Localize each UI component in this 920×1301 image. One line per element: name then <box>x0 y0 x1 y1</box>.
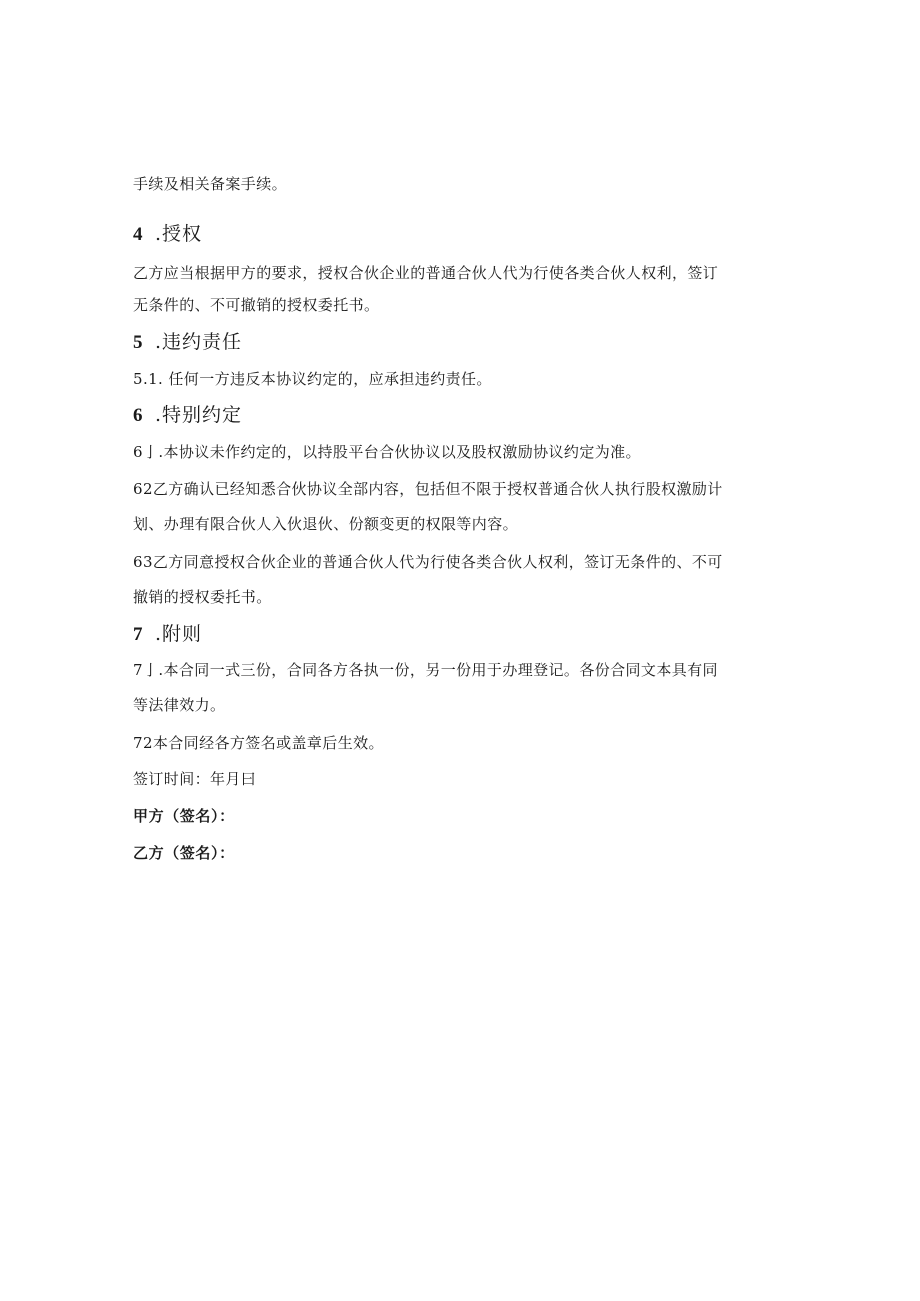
paragraph-line: 乙方应当根据甲方的要求，授权合伙企业的普通合伙人代为行使各类合伙人权利，签订 <box>133 264 719 282</box>
party-a-signature: 甲方（签名）： <box>133 807 235 825</box>
section-title: .授权 <box>155 223 203 245</box>
section-title: .附则 <box>155 623 203 645</box>
paragraph-line: 等法律效力。 <box>133 696 226 714</box>
section-5-heading <box>133 330 242 355</box>
paragraph-line: 撤销的授权委托书。 <box>133 588 272 606</box>
section-number: 5 <box>133 332 143 353</box>
party-b-signature: 乙方（签名）： <box>133 844 235 862</box>
section-number: 4 <box>133 224 143 245</box>
paragraph-line: 63乙方同意授权合伙企业的普通合伙人代为行使各类合伙人权利，签订无条件的、不可 <box>133 553 723 571</box>
paragraph-line: 6亅.本协议未作约定的，以持股平台合伙协议以及股权激励协议约定为准。 <box>133 443 641 461</box>
section-title: .特别约定 <box>155 404 243 426</box>
paragraph-line: 72本合同经各方签名或盖章后生效。 <box>133 734 384 752</box>
section-6-heading <box>133 403 242 428</box>
paragraph-line: 62乙方确认已经知悉合伙协议全部内容，包括但不限于授权普通合伙人执行股权激励计 <box>133 480 723 498</box>
section-7-heading <box>133 622 202 647</box>
paragraph-line: 划、办理有限合伙人入伙退伙、份额变更的权限等内容。 <box>133 515 519 533</box>
paragraph-line: 5.1. 任何一方违反本协议约定的，应承担违约责任。 <box>133 370 492 388</box>
section-title: .违约责任 <box>155 331 243 353</box>
section-number: 7 <box>133 624 143 645</box>
sign-date-line: 签订时间：年月曰 <box>133 770 257 788</box>
paragraph-line: 7亅.本合同一式三份，合同各方各执一份，另一份用于办理登记。各份合同文本具有同 <box>133 661 718 679</box>
paragraph-line: 无条件的、不可撤销的授权委托书。 <box>133 296 380 314</box>
section-number: 6 <box>133 405 143 426</box>
intro-tail-text: 手续及相关备案手续。 <box>133 175 288 193</box>
section-4-heading <box>133 222 202 247</box>
